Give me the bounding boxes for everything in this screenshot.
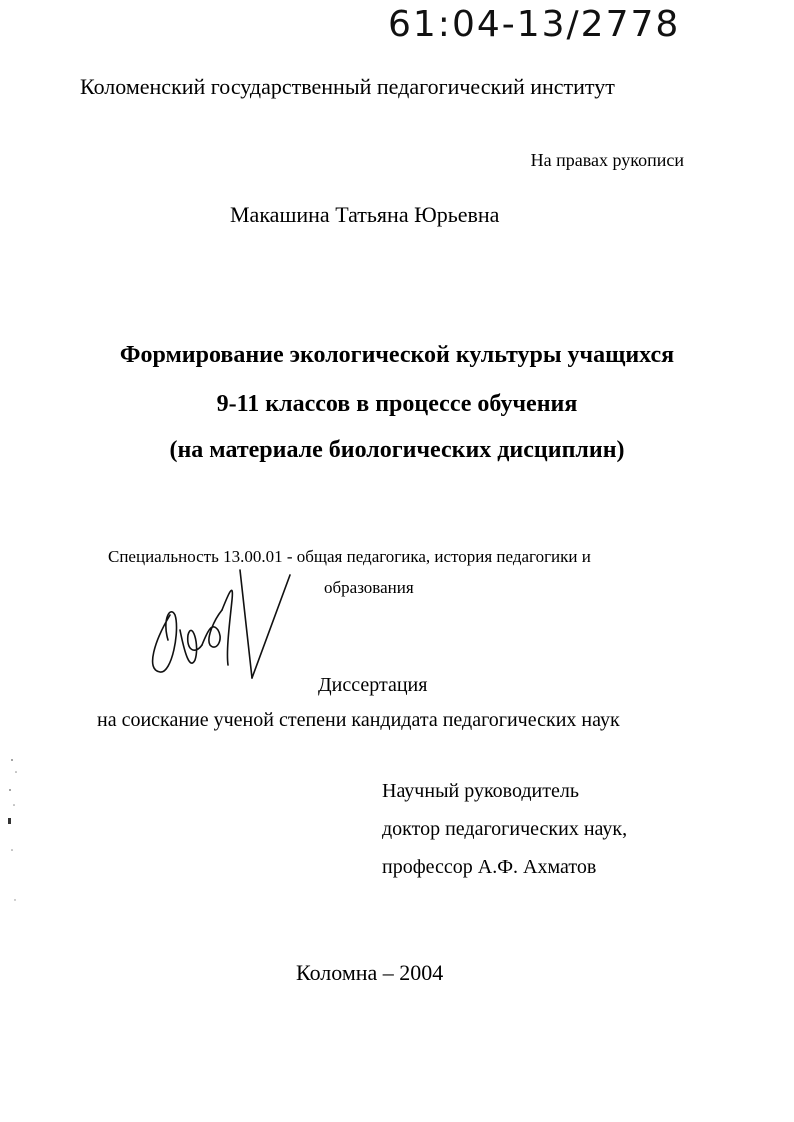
- specialty-line-2: образования: [324, 578, 414, 597]
- degree-line: на соискание ученой степени кандидата педагогических наук: [97, 709, 620, 731]
- catalog-number: 61:04-13/2778: [388, 4, 681, 45]
- supervisor-line-1: Научный руководитель: [382, 780, 579, 802]
- supervisor-line-2: доктор педагогических наук,: [382, 818, 628, 840]
- title-line-1: Формирование экологической культуры учащихся: [119, 342, 675, 368]
- city-year: Коломна – 2004: [296, 960, 444, 985]
- handwritten-signature: [140, 560, 300, 690]
- dissertation-label: Диссертация: [318, 674, 428, 696]
- title-line-2: 9-11 классов в процессе обучения: [216, 391, 578, 417]
- specialty-line-1: Специальность 13.00.01 - общая педагогика, история педагогики и: [108, 547, 591, 566]
- manuscript-rights-note: На правах рукописи: [530, 150, 684, 170]
- supervisor-line-3: профессор А.Ф. Ахматов: [382, 856, 597, 878]
- title-line-3: (на материале биологических дисциплин): [169, 437, 625, 463]
- institute-name: Коломенский государственный педагогический институт: [80, 74, 615, 99]
- author-name: Макашина Татьяна Юрьевна: [230, 202, 500, 227]
